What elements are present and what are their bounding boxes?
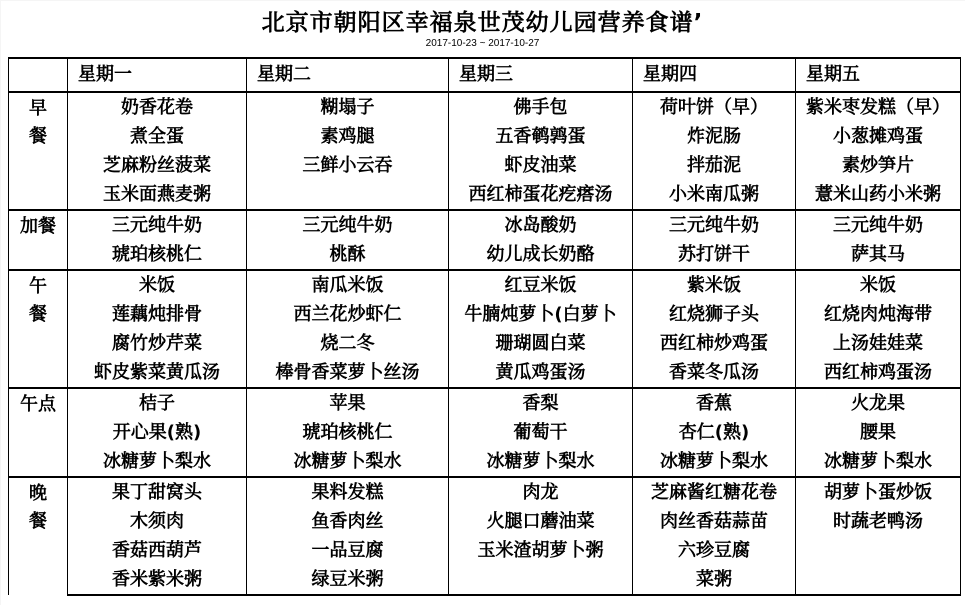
table-row bbox=[9, 92, 961, 122]
dish-cell: 小葱摊鸡蛋 bbox=[796, 122, 961, 151]
dish-cell: 木须肉 bbox=[68, 507, 247, 536]
dish-cell: 红豆米饭 bbox=[449, 270, 633, 300]
table-row bbox=[9, 240, 961, 270]
dish-cell: 胡萝卜蛋炒饭 bbox=[796, 477, 961, 507]
dish-cell: 莲藕炖排骨 bbox=[68, 300, 247, 329]
table-row bbox=[9, 151, 961, 180]
meal-label-text: 早 bbox=[29, 98, 47, 119]
dish-cell: 果丁甜窝头 bbox=[68, 477, 247, 507]
header-corner-cell bbox=[9, 58, 68, 92]
dish-cell: 紫米枣发糕（早） bbox=[796, 92, 961, 122]
dish-cell: 杏仁(熟) bbox=[633, 418, 796, 447]
meal-label-text: 餐 bbox=[29, 511, 47, 532]
dish-cell: 冰糖萝卜梨水 bbox=[247, 447, 449, 477]
dish-cell: 糊塌子 bbox=[247, 92, 449, 122]
dish-cell: 虾皮油菜 bbox=[449, 151, 633, 180]
dish-cell: 绿豆米粥 bbox=[247, 565, 449, 595]
table-row bbox=[9, 270, 961, 300]
dish-cell: 琥珀核桃仁 bbox=[68, 240, 247, 270]
dish-cell: 三元纯牛奶 bbox=[796, 210, 961, 240]
meal-label-snack-am bbox=[9, 210, 68, 270]
dish-cell: 冰糖萝卜梨水 bbox=[449, 447, 633, 477]
header-day-fri: 星期五 bbox=[796, 58, 961, 92]
meal-label-text: 加餐 bbox=[20, 216, 56, 237]
dish-cell: 三元纯牛奶 bbox=[68, 210, 247, 240]
dish-cell: 香米紫米粥 bbox=[68, 565, 247, 595]
dish-cell: 葡萄干 bbox=[449, 418, 633, 447]
dish-cell: 红烧狮子头 bbox=[633, 300, 796, 329]
dish-cell: 米饭 bbox=[796, 270, 961, 300]
dish-cell: 小米南瓜粥 bbox=[633, 180, 796, 210]
table-row bbox=[9, 507, 961, 536]
dish-cell: 玉米面燕麦粥 bbox=[68, 180, 247, 210]
dish-cell: 琥珀核桃仁 bbox=[247, 418, 449, 447]
dish-cell: 冰糖萝卜梨水 bbox=[796, 447, 961, 477]
dish-cell: 炸泥肠 bbox=[633, 122, 796, 151]
date-range: 2017-10-23 ~ 2017-10-27 bbox=[425, 38, 540, 49]
table-row bbox=[9, 358, 961, 388]
dish-cell: 香梨 bbox=[449, 388, 633, 418]
dish-cell: 奶香花卷 bbox=[68, 92, 247, 122]
header-day-wed: 星期三 bbox=[449, 58, 633, 92]
dish-cell: 煮全蛋 bbox=[68, 122, 247, 151]
dish-cell bbox=[247, 180, 449, 210]
dish-cell: 荷叶饼（早） bbox=[633, 92, 796, 122]
dish-cell: 桔子 bbox=[68, 388, 247, 418]
dish-cell: 上汤娃娃菜 bbox=[796, 329, 961, 358]
dish-cell: 西红柿炒鸡蛋 bbox=[633, 329, 796, 358]
dish-cell: 腰果 bbox=[796, 418, 961, 447]
dish-cell: 西红柿蛋花疙瘩汤 bbox=[449, 180, 633, 210]
dish-cell: 菜粥 bbox=[633, 565, 796, 595]
table-row bbox=[9, 447, 961, 477]
dish-cell: 桃酥 bbox=[247, 240, 449, 270]
dish-cell: 芝麻酱红糖花卷 bbox=[633, 477, 796, 507]
header-day-tue: 星期二 bbox=[247, 58, 449, 92]
dish-cell: 苹果 bbox=[247, 388, 449, 418]
meal-label-breakfast bbox=[9, 92, 68, 210]
dish-cell: 香菜冬瓜汤 bbox=[633, 358, 796, 388]
dish-cell bbox=[796, 565, 961, 595]
dish-cell bbox=[449, 565, 633, 595]
dish-cell: 苏打饼干 bbox=[633, 240, 796, 270]
dish-cell: 肉龙 bbox=[449, 477, 633, 507]
dish-cell: 香蕉 bbox=[633, 388, 796, 418]
dish-cell: 薏米山药小米粥 bbox=[796, 180, 961, 210]
dish-cell: 烧二冬 bbox=[247, 329, 449, 358]
dish-cell: 珊瑚圆白菜 bbox=[449, 329, 633, 358]
dish-cell: 一品豆腐 bbox=[247, 536, 449, 565]
table-row bbox=[9, 210, 961, 240]
dish-cell: 棒骨香菜萝卜丝汤 bbox=[247, 358, 449, 388]
table-header-row bbox=[9, 58, 961, 92]
dish-cell: 腐竹炒芹菜 bbox=[68, 329, 247, 358]
meal-label-text: 午点 bbox=[20, 394, 56, 415]
header-day-thu: 星期四 bbox=[633, 58, 796, 92]
dish-cell: 虾皮紫菜黄瓜汤 bbox=[68, 358, 247, 388]
dish-cell: 西兰花炒虾仁 bbox=[247, 300, 449, 329]
dish-cell: 鱼香肉丝 bbox=[247, 507, 449, 536]
dish-cell: 果料发糕 bbox=[247, 477, 449, 507]
dish-cell: 冰糖萝卜梨水 bbox=[633, 447, 796, 477]
meal-label-text: 午 bbox=[29, 276, 47, 297]
dish-cell: 玉米渣胡萝卜粥 bbox=[449, 536, 633, 565]
meal-label-text: 晚 bbox=[29, 483, 47, 504]
dish-cell: 南瓜米饭 bbox=[247, 270, 449, 300]
dish-cell: 幼儿成长奶酪 bbox=[449, 240, 633, 270]
dish-cell: 红烧肉炖海带 bbox=[796, 300, 961, 329]
dish-cell: 牛腩炖萝卜(白萝卜 bbox=[449, 300, 633, 329]
dish-cell: 肉丝香菇蒜苗 bbox=[633, 507, 796, 536]
meal-label-text: 餐 bbox=[29, 304, 47, 325]
dish-cell: 素炒笋片 bbox=[796, 151, 961, 180]
dish-cell: 西红柿鸡蛋汤 bbox=[796, 358, 961, 388]
dish-cell: 冰糖萝卜梨水 bbox=[68, 447, 247, 477]
dish-cell: 五香鹌鹑蛋 bbox=[449, 122, 633, 151]
dish-cell: 黄瓜鸡蛋汤 bbox=[449, 358, 633, 388]
table-row bbox=[9, 418, 961, 447]
dish-cell: 六珍豆腐 bbox=[633, 536, 796, 565]
dish-cell: 时蔬老鸭汤 bbox=[796, 507, 961, 536]
dish-cell: 米饭 bbox=[68, 270, 247, 300]
dish-cell: 佛手包 bbox=[449, 92, 633, 122]
meal-label-snack-pm bbox=[9, 388, 68, 477]
page-title: 北京市朝阳区幸福泉世茂幼儿园营养食谱’ bbox=[261, 10, 704, 36]
table-row bbox=[9, 180, 961, 210]
dish-cell: 拌茄泥 bbox=[633, 151, 796, 180]
table-row bbox=[9, 388, 961, 418]
table-row bbox=[9, 329, 961, 358]
table-row bbox=[9, 300, 961, 329]
table-row bbox=[9, 565, 961, 595]
dish-cell: 三元纯牛奶 bbox=[247, 210, 449, 240]
dish-cell: 萨其马 bbox=[796, 240, 961, 270]
dish-cell: 芝麻粉丝菠菜 bbox=[68, 151, 247, 180]
dish-cell: 素鸡腿 bbox=[247, 122, 449, 151]
menu-table bbox=[8, 57, 961, 596]
dish-cell: 香菇西葫芦 bbox=[68, 536, 247, 565]
meal-label-lunch bbox=[9, 270, 68, 388]
dish-cell bbox=[796, 536, 961, 565]
dish-cell: 冰岛酸奶 bbox=[449, 210, 633, 240]
table-row bbox=[9, 477, 961, 507]
dish-cell: 开心果(熟) bbox=[68, 418, 247, 447]
dish-cell: 紫米饭 bbox=[633, 270, 796, 300]
table-row bbox=[9, 122, 961, 151]
dish-cell: 三元纯牛奶 bbox=[633, 210, 796, 240]
dish-cell: 火龙果 bbox=[796, 388, 961, 418]
table-row bbox=[9, 536, 961, 565]
meal-label-dinner bbox=[9, 477, 68, 595]
dish-cell: 火腿口蘑油菜 bbox=[449, 507, 633, 536]
header-day-mon: 星期一 bbox=[68, 58, 247, 92]
meal-label-text: 餐 bbox=[29, 126, 47, 147]
dish-cell: 三鲜小云吞 bbox=[247, 151, 449, 180]
